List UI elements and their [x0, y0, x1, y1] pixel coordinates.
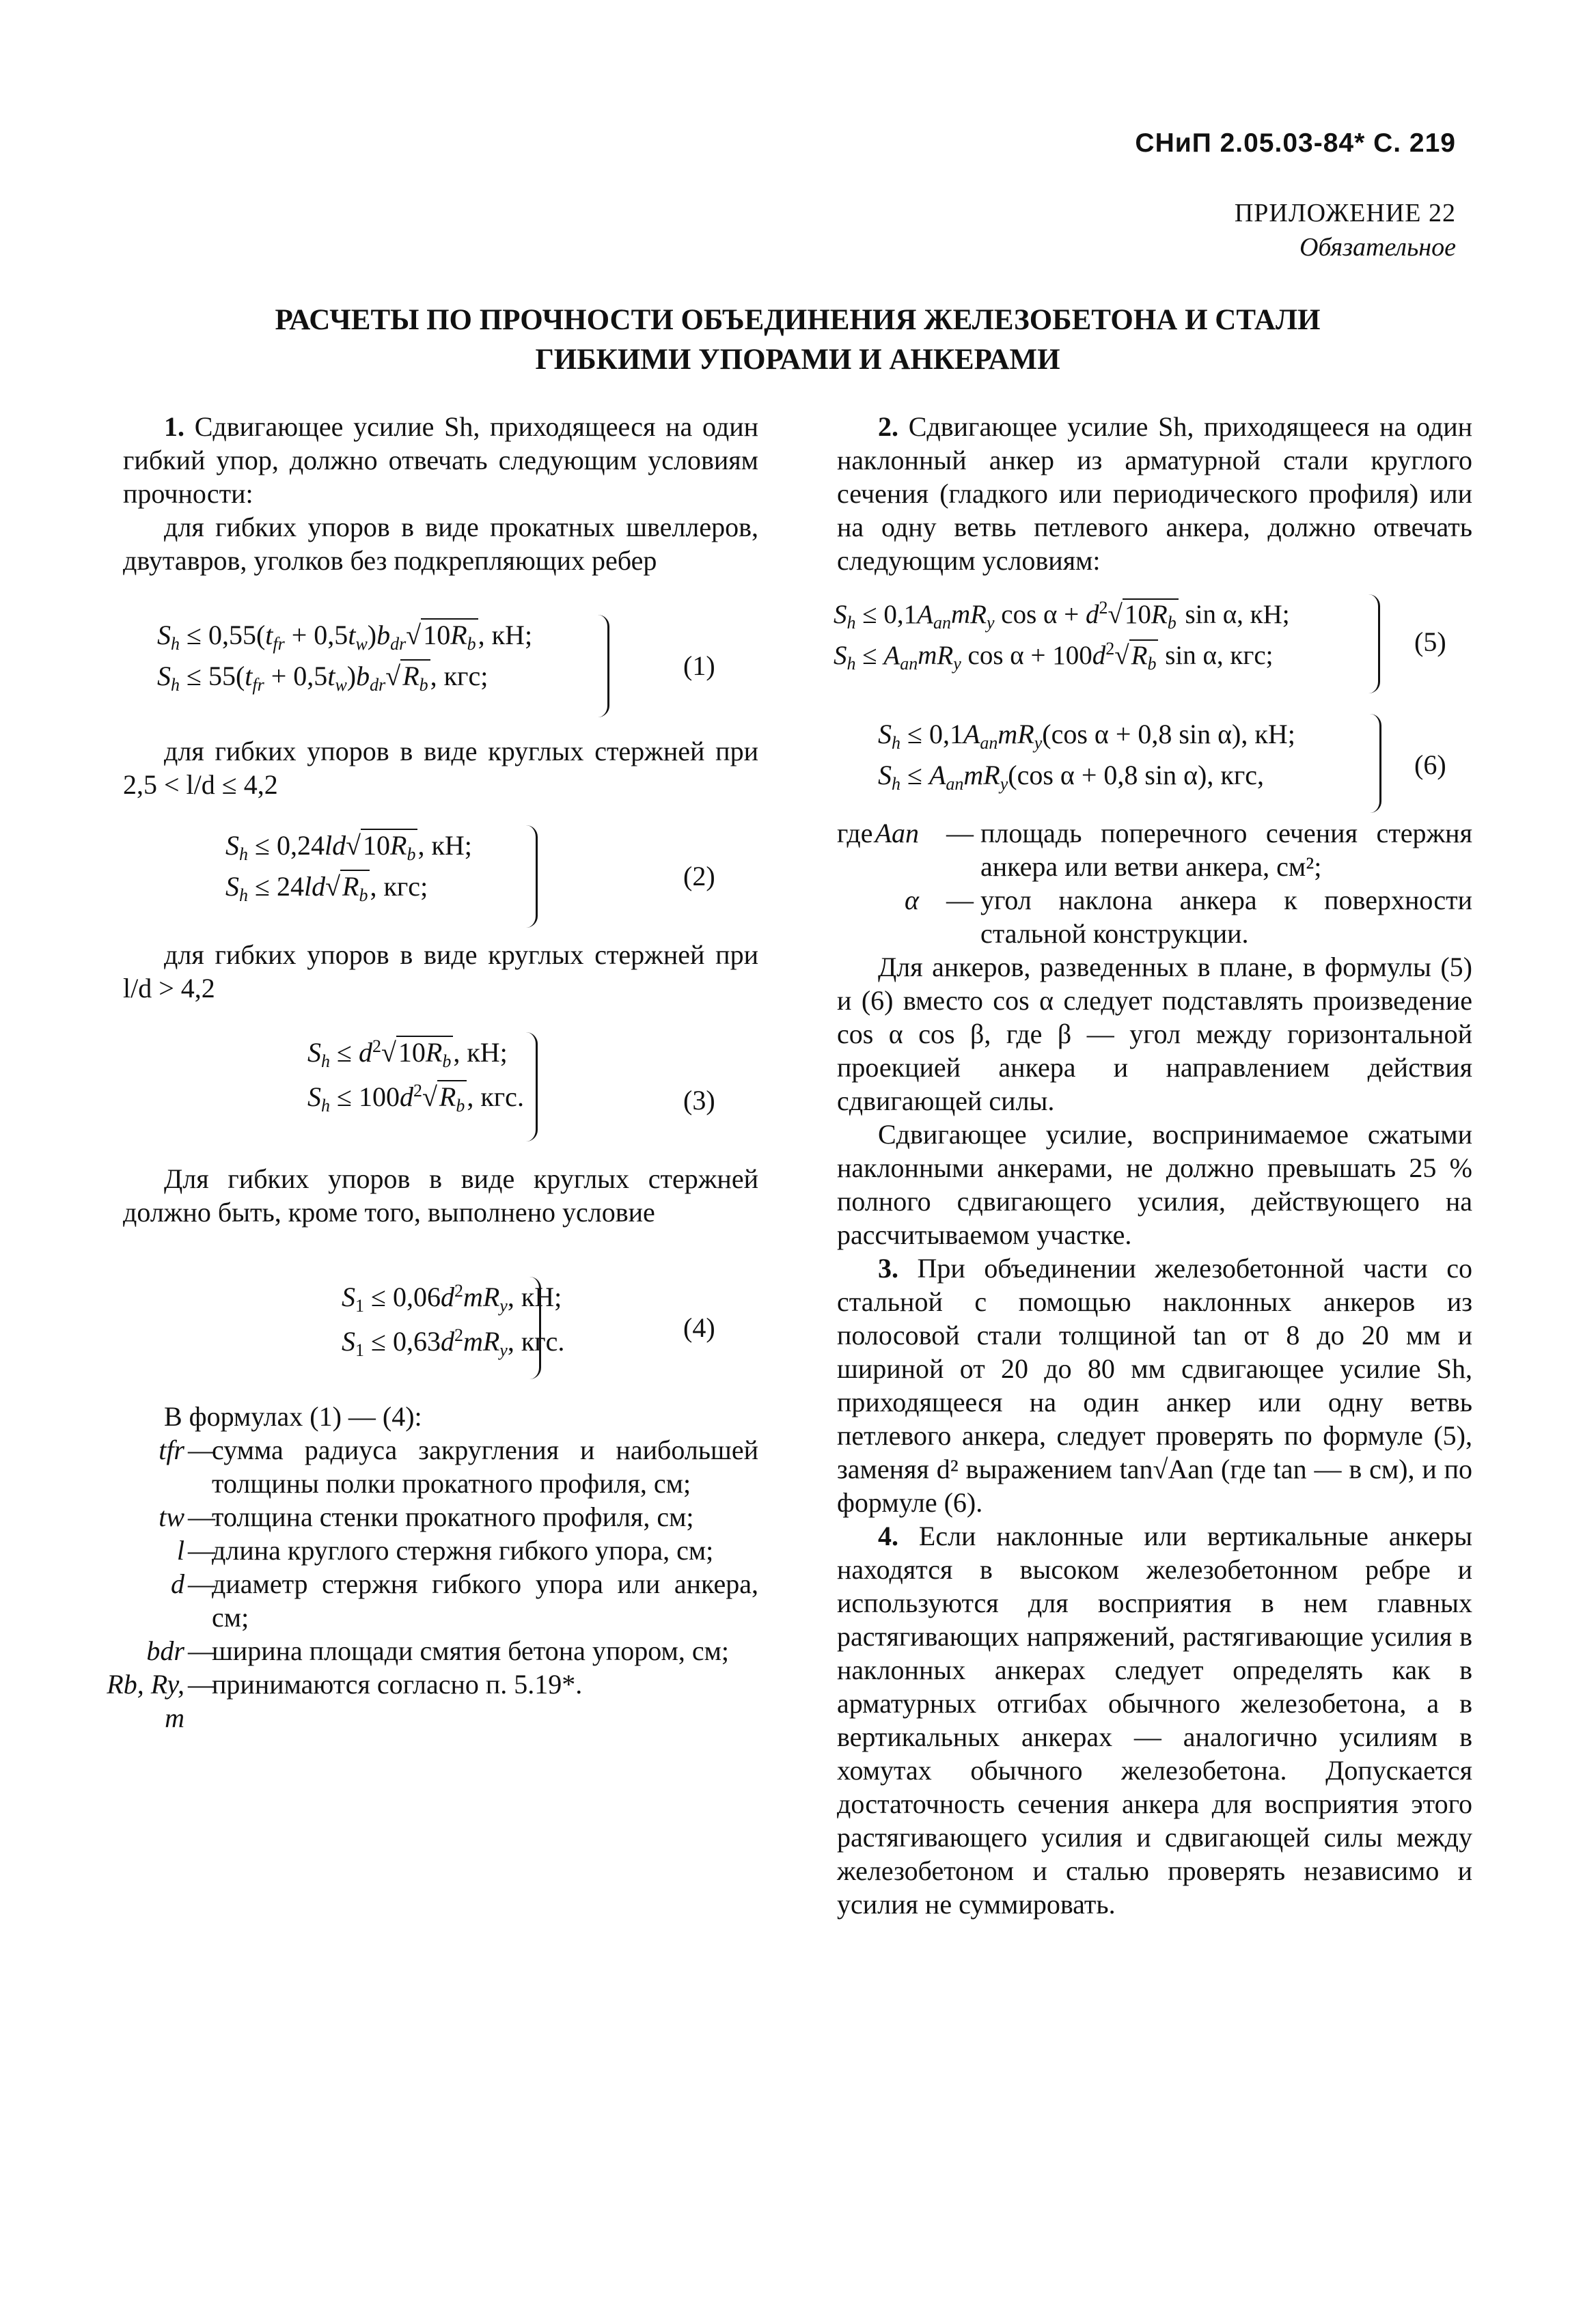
equation-number-2: (2) — [683, 861, 715, 891]
appendix-label: ПРИЛОЖЕНИЕ 22 — [1234, 199, 1456, 227]
formula-1-line-1: $S_h \le 0,55(t_{fr} + 0,5t_w)b_{dr}√10R_b$, кН; — [157, 620, 533, 654]
equation-number-1: (1) — [683, 650, 715, 681]
definition-symbol: d — [171, 1568, 184, 1599]
definition-dash: — — [188, 1568, 215, 1599]
definition-symbol: tfr — [159, 1435, 184, 1465]
right-column — [834, 410, 1473, 1921]
definition-dash: — — [188, 1435, 215, 1465]
formula-2-line-2: $S_h \le 24ld√R_b$, кгс; — [225, 871, 428, 905]
formula-5-brace — [1368, 594, 1380, 693]
definition-text: угол наклона анкера к поверхности стальной конструкции. — [980, 885, 1472, 949]
formula-4-line-2: $S_1 \le 0,63d^2mR_y$, кгс. — [342, 1325, 565, 1360]
definition-symbol: l — [176, 1535, 184, 1566]
paragraph-3: для гибких упоров в виде круглых стержней при l/d > 4,2 — [123, 939, 758, 1004]
page-title — [123, 301, 1472, 380]
definition-dash: — — [188, 1502, 215, 1532]
definition-dash: — — [946, 818, 974, 848]
definition-text: ширина площади смятия бетона упором, см; — [212, 1635, 730, 1666]
definition-row — [82, 1433, 758, 1500]
formula-4 — [123, 1229, 758, 1400]
definition-text: диаметр стержня гибкого упора или анкера, см; — [212, 1568, 758, 1633]
formula-5-line-1: $S_h \le 0,1A_{an}mR_y$ $\cos \alpha + d^2√10R_b$ sin α, кН; — [834, 598, 1290, 633]
title-line-2: ГИБКИМИ УПОРАМИ И АНКЕРАМИ — [535, 344, 1060, 376]
definition-row — [837, 883, 1472, 950]
definition-row — [82, 1634, 758, 1668]
paragraph-number: 2. — [878, 411, 898, 442]
definition-row — [82, 1534, 758, 1567]
paragraph-2-note-2: Сдвигающее усилие, воспринимаемое сжатыми наклонными анкерами, не должно превышать 25 % полного сдвигающего усилия, действующего на рассчитываемом участке. — [837, 1119, 1472, 1250]
formula-5-line-2: $S_h \le A_{an}mR_y$ $\cos \alpha + 100d^2√R_b$ sin α, кгс; — [834, 639, 1274, 674]
definition-dash: — — [188, 1535, 215, 1566]
formula-5 — [834, 577, 1472, 693]
definition-row — [837, 816, 1472, 883]
paragraph-2: для гибких упоров в виде круглых стержней при 2,5 < l/d ≤ 4,2 — [123, 736, 758, 800]
definition-symbol: Rb, Ry, m — [107, 1669, 184, 1733]
paragraph-2-note-1: Для анкеров, разведенных в плане, в формулы (5) и (6) вместо cos α следует подставлять произведение cos α cos β, где β — угол между горизонтальной проекцией анкера и направлением действия сдвигающей силы. — [837, 952, 1472, 1116]
equation-number-5: (5) — [1414, 626, 1446, 657]
paragraph-text: Сдвигающее усилие Sh, приходящееся на один наклонный анкер из арматурной стали круглого сечения (гладкого или периодического профиля) или на одну ветвь петлевого анкера, должно отвечать следующим условиям: — [837, 411, 1473, 576]
where-label: где — [837, 818, 873, 848]
formula-4-brace — [529, 1277, 541, 1379]
equation-number-3: (3) — [683, 1085, 715, 1116]
formula-3 — [123, 1005, 758, 1162]
paragraph-2-main — [837, 410, 1472, 577]
definition-text: толщина стенки прокатного профиля, см; — [212, 1502, 694, 1532]
paragraph-4: Для гибких упоров в виде круглых стержней должно быть, кроме того, выполнено условие — [123, 1163, 758, 1228]
paragraph-number: 4. — [878, 1521, 898, 1551]
formula-6-line-1: $S_h \le 0,1A_{an}mR_y(\cos$ α + 0,8 sin α), кН; — [878, 719, 1295, 753]
definitions-intro: В формулах (1) — (4): — [164, 1401, 422, 1432]
paragraph-text: При объединении железобетонной части со стальной с помощью наклонных анкеров из полосовой стали толщиной tan от 8 до 20 мм и шириной от 20 до 80 мм сдвигающее усилие Sh, приходящееся на один анкер или одну ветвь петлевого анкера, следует проверять по формуле (5), заменяя d² выражением tan√Aan (где tan — в см), и по формуле (6). — [837, 1253, 1472, 1518]
definition-row — [82, 1500, 758, 1534]
definition-symbol: Aan — [875, 818, 919, 848]
paragraph-text: Сдвигающее усилие Sh, приходящееся на один гибкий упор, должно отвечать следующим условиям прочности: — [123, 411, 759, 509]
equation-number-4: (4) — [683, 1312, 715, 1343]
formula-1-brace — [598, 615, 609, 717]
formula-3-brace — [526, 1032, 538, 1142]
paragraph-text: Если наклонные или вертикальные анкеры находятся в высоком железобетонном ребре и используются для восприятия в нем главных растягивающих напряжений, растягивающие усилия в наклонных анкерах следует определять как в арматурных отгибах обычного железобетона, а в вертикальных анкерах — аналогично усилиям в хомутах обычного железобетона. Допускается достаточность сечения анкера для восприятия этого растягивающего усилия и сдвигающей силы между железобетоном и сталью проверять независимо и усилия не суммировать. — [837, 1521, 1472, 1920]
definition-dash: — — [188, 1669, 215, 1700]
equation-number-6: (6) — [1414, 749, 1446, 780]
formula-1 — [123, 577, 758, 734]
definition-text: сумма радиуса закругления и наибольшей толщины полки прокатного профиля, см; — [212, 1435, 758, 1499]
formula-1-line-2: $S_h \le 55(t_{fr} + 0,5t_w)b_{dr}√R_b$, кгс; — [157, 661, 489, 695]
formula-6 — [837, 693, 1472, 816]
paragraph-3-main — [837, 1251, 1472, 1519]
definitions-list — [82, 1433, 758, 1733]
formula-4-line-1: $S_1 \le 0,06d^2mR_y$, кН; — [342, 1281, 562, 1316]
definitions-list-right — [837, 816, 1472, 950]
definition-row — [82, 1668, 758, 1733]
paragraph-1b: для гибких упоров в виде прокатных швеллеров, двутавров, уголков без подкрепляющих ребер — [123, 512, 758, 576]
definition-dash: — — [188, 1635, 215, 1666]
definition-text: длина круглого стержня гибкого упора, см; — [212, 1535, 714, 1566]
formula-3-line-2: $S_h \le 100d^2√R_b$, кгс. — [307, 1081, 524, 1116]
paragraph-number: 3. — [878, 1253, 898, 1284]
definition-text: принимаются согласно п. 5.19*. — [212, 1669, 583, 1700]
formula-3-line-1: $S_h \le d^2√10R_b$, кН; — [307, 1036, 508, 1071]
definition-symbol: bdr — [146, 1635, 184, 1666]
appendix-status: Обязательное — [1299, 233, 1456, 262]
paragraph-4-main — [837, 1519, 1472, 1921]
definition-symbol: α — [905, 885, 919, 915]
formula-6-line-2: $S_h \le A_{an}mR_y(\cos$ α + 0,8 sin α), кгс, — [878, 760, 1264, 794]
title-line-1: РАСЧЕТЫ ПО ПРОЧНОСТИ ОБЪЕДИНЕНИЯ ЖЕЛЕЗОБЕТОНА И СТАЛИ — [275, 304, 1321, 336]
formula-2-brace — [526, 825, 538, 928]
definition-symbol: tw — [159, 1502, 184, 1532]
formula-2-line-1: $S_h \le 0,24ld√10R_b$, кН; — [225, 830, 472, 864]
left-column — [107, 410, 759, 1733]
formula-2 — [123, 801, 758, 938]
formula-6-brace — [1370, 714, 1381, 813]
paragraph-1 — [123, 410, 758, 510]
running-head: СНиП 2.05.03-84* С. 219 — [1135, 128, 1456, 158]
definition-dash: — — [946, 885, 974, 915]
definition-text: площадь поперечного сечения стержня анкера или ветви анкера, см²; — [980, 818, 1472, 882]
paragraph-number: 1. — [164, 411, 184, 442]
definition-row — [82, 1567, 758, 1634]
